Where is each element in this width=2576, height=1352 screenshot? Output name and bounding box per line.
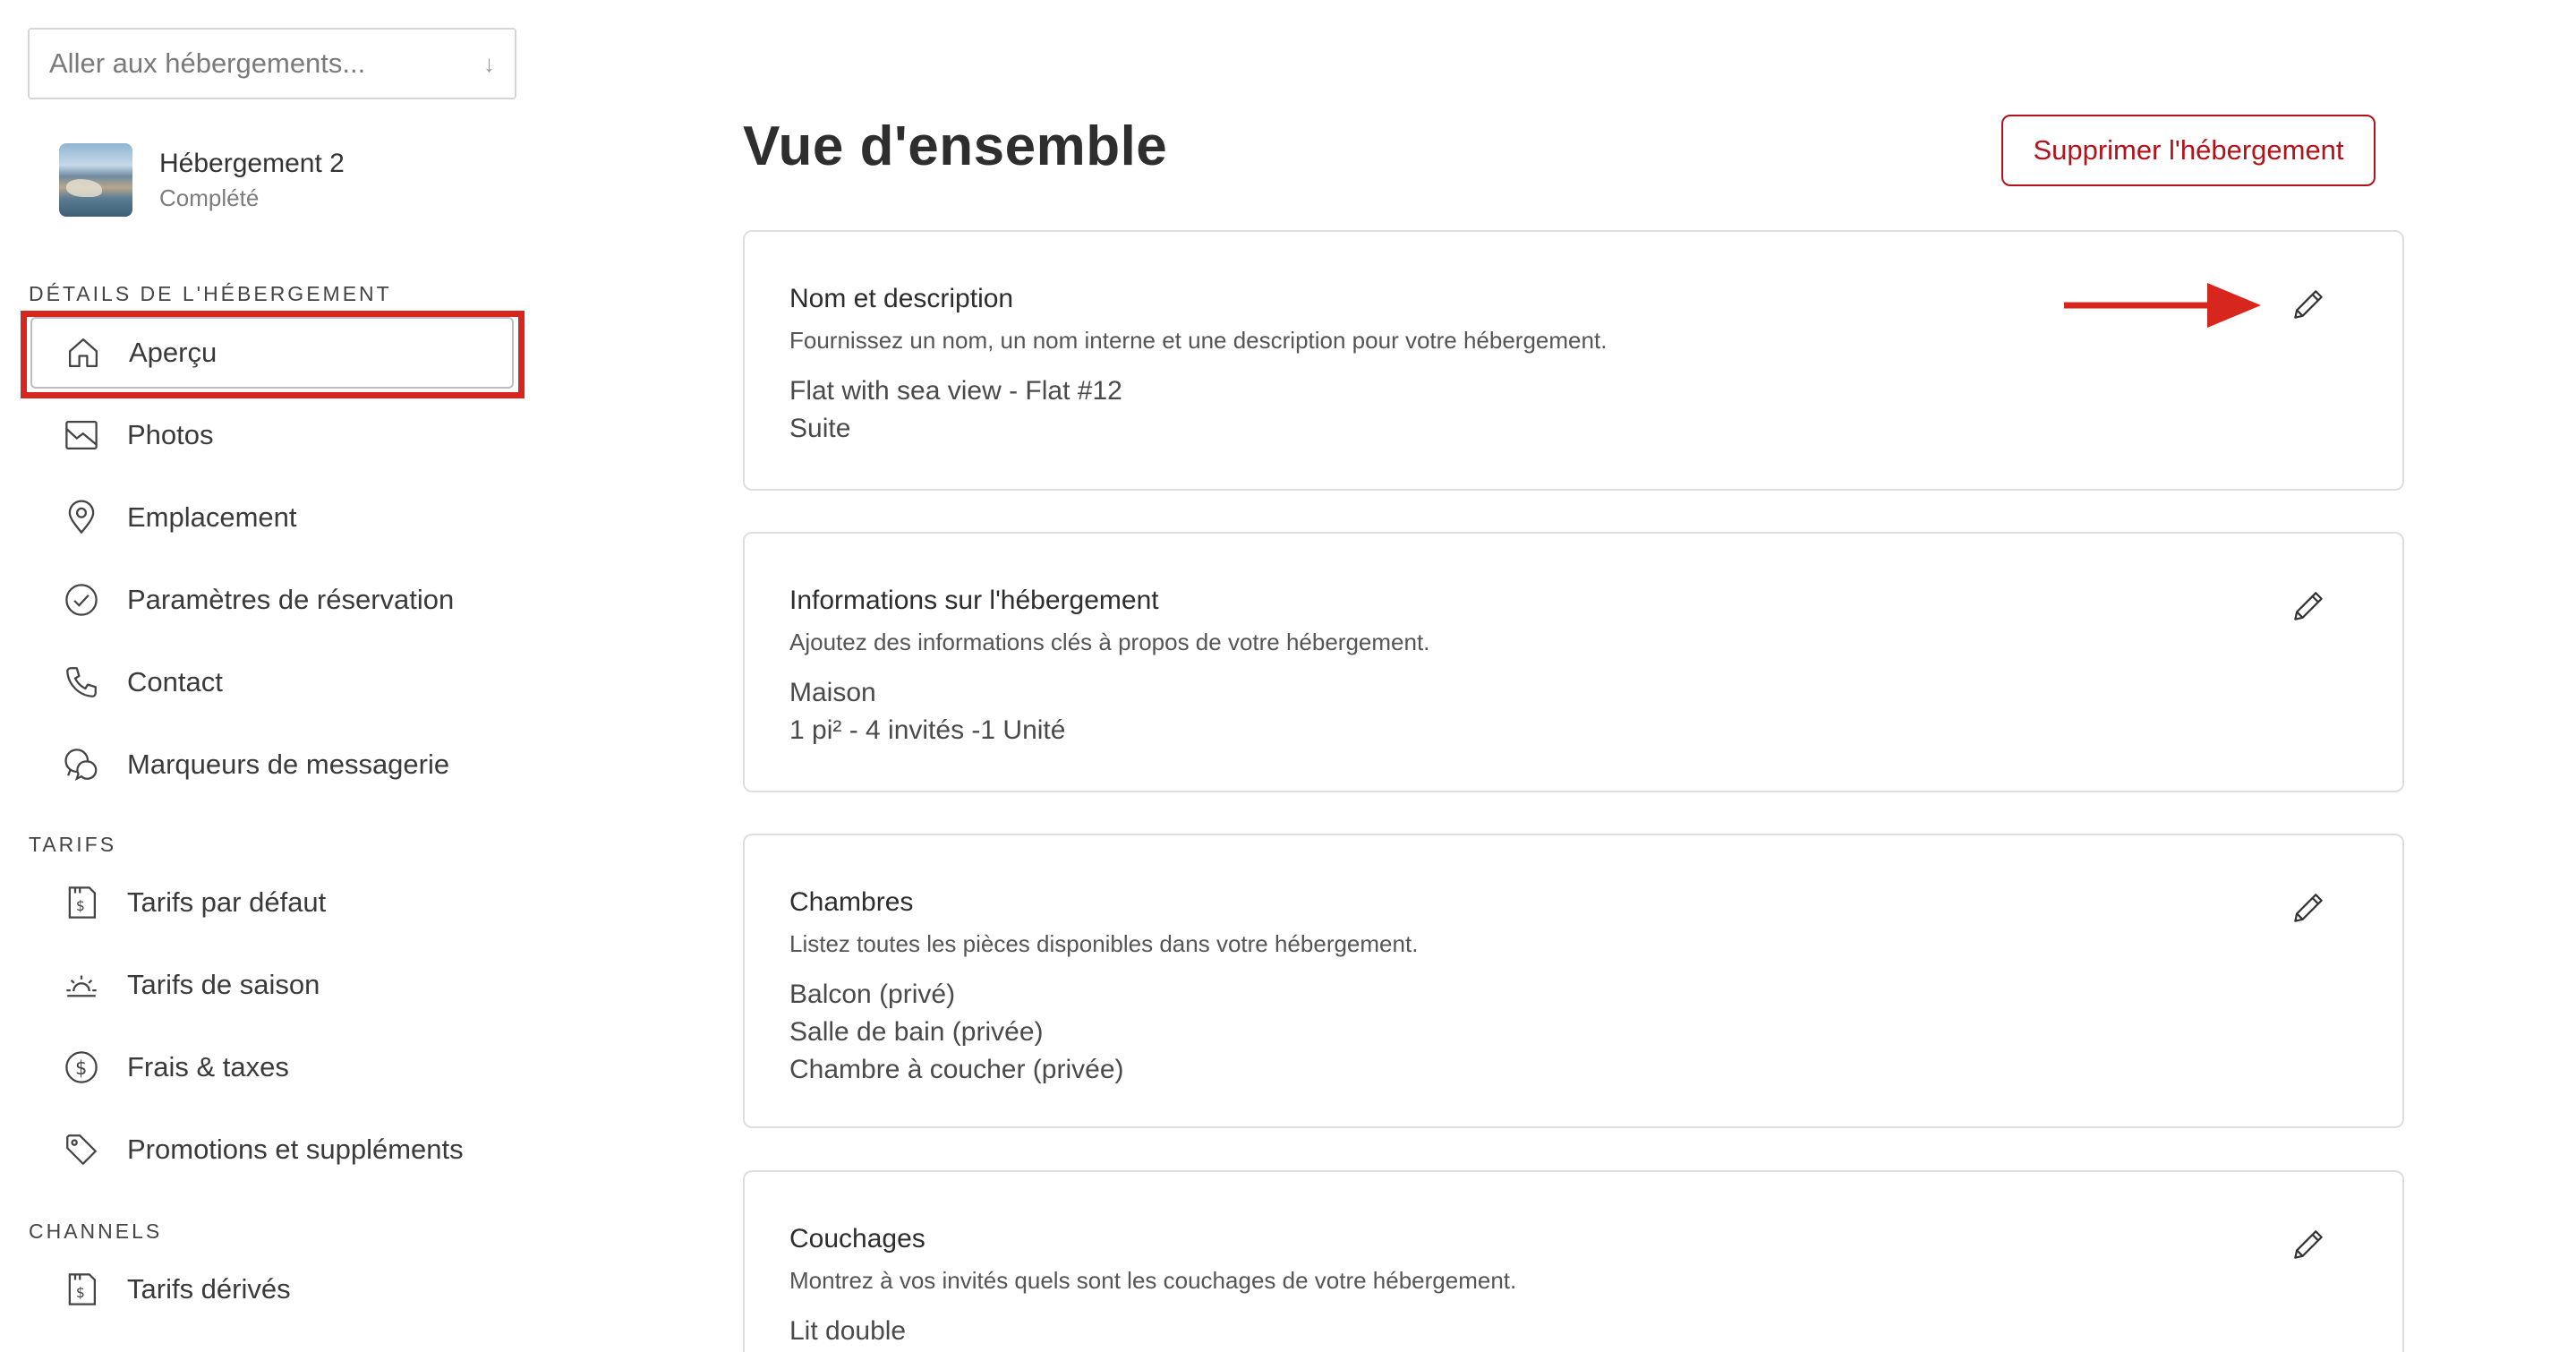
pencil-icon bbox=[2289, 888, 2328, 928]
tag-icon bbox=[61, 1129, 102, 1170]
card-name-description bbox=[743, 230, 2404, 491]
card-title: Informations sur l'hébergement bbox=[789, 586, 1159, 615]
phone-icon bbox=[61, 662, 102, 703]
svg-text:$: $ bbox=[75, 1057, 88, 1079]
edit-property-info-button[interactable] bbox=[2288, 586, 2329, 627]
svg-text:$: $ bbox=[75, 896, 85, 914]
price-tag-doc-icon bbox=[61, 1269, 102, 1310]
sidebar-item-tarifs-derives[interactable] bbox=[30, 1254, 514, 1325]
edit-rooms-button[interactable] bbox=[2288, 887, 2329, 928]
card-title: Nom et description bbox=[789, 284, 1014, 313]
dollar-circle-icon bbox=[61, 1047, 102, 1088]
sidebar-item-label: Tarifs dérivés bbox=[127, 1273, 291, 1305]
sidebar-item-emplacement[interactable] bbox=[30, 482, 514, 553]
card-value: Balcon (privé) bbox=[789, 980, 956, 1009]
pencil-icon bbox=[2289, 1225, 2328, 1264]
sidebar-item-label: Marqueurs de messagerie bbox=[127, 749, 450, 780]
sun-icon bbox=[61, 964, 102, 1005]
card-value: Suite bbox=[789, 414, 851, 443]
edit-beds-button[interactable] bbox=[2288, 1224, 2329, 1265]
card-value: Maison bbox=[789, 678, 876, 707]
section-title-channels: CHANNELS bbox=[29, 1219, 163, 1243]
section-title-details: DÉTAILS DE L'HÉBERGEMENT bbox=[29, 282, 392, 305]
property-status: Complété bbox=[159, 184, 260, 211]
sidebar-item-photos[interactable] bbox=[30, 399, 514, 471]
location-pin-icon bbox=[61, 497, 102, 538]
sidebar-item-frais-taxes[interactable] bbox=[30, 1031, 514, 1103]
section-title-tarifs: TARIFS bbox=[29, 833, 117, 856]
sidebar-item-label: Tarifs de saison bbox=[127, 969, 320, 1000]
price-tag-doc-icon bbox=[61, 882, 102, 923]
pencil-icon bbox=[2289, 586, 2328, 626]
page-title: Vue d'ensemble bbox=[743, 116, 1168, 177]
check-circle-icon bbox=[61, 579, 102, 620]
sidebar-item-label: Paramètres de réservation bbox=[127, 584, 455, 615]
card-beds bbox=[743, 1170, 2404, 1352]
card-value: Lit double bbox=[789, 1316, 907, 1346]
property-thumbnail bbox=[59, 143, 132, 217]
sidebar-item-label: Aperçu bbox=[129, 337, 218, 368]
sidebar bbox=[0, 0, 627, 1352]
sidebar-item-label: Tarifs par défaut bbox=[127, 886, 327, 918]
card-value: Salle de bain (privée) bbox=[789, 1017, 1044, 1047]
card-title: Chambres bbox=[789, 887, 914, 917]
goto-property-select[interactable] bbox=[28, 28, 516, 99]
svg-text:$: $ bbox=[75, 1283, 85, 1301]
sidebar-item-label: Emplacement bbox=[127, 501, 297, 533]
goto-placeholder: Aller aux hébergements... bbox=[49, 47, 366, 79]
card-property-info bbox=[743, 532, 2404, 792]
card-rooms bbox=[743, 834, 2404, 1128]
current-property[interactable] bbox=[59, 143, 345, 217]
annotation-highlight-box bbox=[21, 311, 525, 398]
card-description: Fournissez un nom, un nom interne et une description pour votre hébergement. bbox=[789, 327, 1608, 354]
card-description: Montrez à vos invités quels sont les couchages de votre hébergement. bbox=[789, 1267, 1517, 1294]
card-description: Listez toutes les pièces disponibles dans votre hébergement. bbox=[789, 930, 1419, 957]
sidebar-item-promotions[interactable] bbox=[30, 1114, 514, 1185]
arrow-down-icon: ↓ bbox=[483, 49, 495, 77]
pencil-icon bbox=[2289, 285, 2328, 324]
card-value: 1 pi² - 4 invités -1 Unité bbox=[789, 715, 1066, 745]
sidebar-item-tarifs-saison[interactable] bbox=[30, 949, 514, 1021]
delete-property-button[interactable]: Supprimer l'hébergement bbox=[2001, 115, 2376, 186]
sidebar-item-label: Photos bbox=[127, 419, 214, 450]
card-value: Chambre à coucher (privée) bbox=[789, 1055, 1124, 1084]
sidebar-item-marqueurs-messagerie[interactable] bbox=[30, 729, 514, 800]
card-title: Couchages bbox=[789, 1224, 925, 1254]
sidebar-item-label: Promotions et suppléments bbox=[127, 1134, 464, 1165]
chat-bubbles-icon bbox=[61, 744, 102, 785]
image-icon bbox=[61, 415, 102, 456]
sidebar-item-contact[interactable] bbox=[30, 646, 514, 718]
annotation-arrow-icon bbox=[2064, 279, 2261, 331]
card-value: Flat with sea view - Flat #12 bbox=[789, 376, 1122, 406]
sidebar-item-label: Contact bbox=[127, 666, 223, 697]
card-description: Ajoutez des informations clés à propos de votre hébergement. bbox=[789, 629, 1430, 655]
sidebar-item-tarifs-defaut[interactable] bbox=[30, 867, 514, 938]
sidebar-item-label: Frais & taxes bbox=[127, 1051, 289, 1082]
property-name: Hébergement 2 bbox=[159, 148, 345, 178]
sidebar-item-parametres-reservation[interactable] bbox=[30, 564, 514, 636]
edit-name-description-button[interactable] bbox=[2288, 284, 2329, 325]
